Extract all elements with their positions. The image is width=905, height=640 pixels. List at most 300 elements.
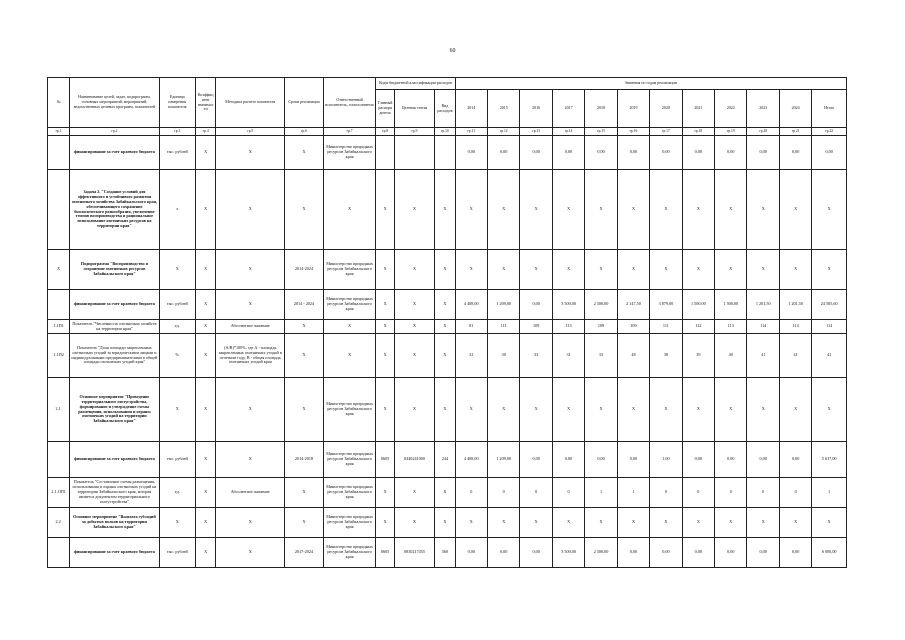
table-cell: 0,00 <box>747 136 779 170</box>
table-cell: 3 500,00 <box>552 290 584 320</box>
table-cell: Абсолютное значение <box>216 320 285 334</box>
header-year: 2014 <box>455 90 487 128</box>
column-number: гр.9 <box>394 128 435 136</box>
table-cell: Х <box>196 334 216 378</box>
table-cell: Х <box>394 508 435 538</box>
table-cell: 0,00 <box>520 136 552 170</box>
table-cell: Х <box>376 478 394 508</box>
table-cell: Х <box>394 290 435 320</box>
table-cell: тыс. рублей <box>159 442 196 478</box>
column-number: гр.17 <box>650 128 682 136</box>
table-cell <box>48 136 70 170</box>
column-number: гр.7 <box>323 128 376 136</box>
table-cell: 3 879,00 <box>650 290 682 320</box>
table-cell: тыс. рублей <box>159 290 196 320</box>
table-cell: 33 <box>585 334 617 378</box>
header-year: 2016 <box>520 90 552 128</box>
table-cell: Х <box>376 290 394 320</box>
table-cell: Х <box>285 136 324 170</box>
table-row <box>48 290 847 320</box>
header-coef: Коэффициент значимости <box>196 78 216 128</box>
table-cell: 0,00 <box>650 136 682 170</box>
table-cell: 3 500,00 <box>552 538 584 568</box>
row-name-cell: Задача 2. "Создание условий для эффективного и устойчивого развития охотничьего хозяйства Забайкальского края, обеспечивающего сохранение биологического разнообразия, увеличение темпов воспроизводства и рациональное использование охотничьих ресурсов на территории края" <box>70 170 159 250</box>
table-cell: Х <box>285 478 324 508</box>
table-cell: Х <box>216 250 285 290</box>
table-cell <box>394 136 435 170</box>
table-cell: Х <box>617 170 649 250</box>
table-cell: 2 147,50 <box>617 290 649 320</box>
table-cell: (А/В)*100%, где А - площадь закрепленных охотничьих угодий в отчетном году, В - общая площадь охотничьих угодий края <box>216 334 285 378</box>
table-cell: Х <box>812 508 847 538</box>
table-cell: Х <box>747 378 779 442</box>
column-number: гр.13 <box>520 128 552 136</box>
table-cell: Х <box>159 508 196 538</box>
page-number: 60 <box>449 48 456 54</box>
table-cell: Х <box>617 378 649 442</box>
table-cell: 0,00 <box>520 442 552 478</box>
row-name-cell: финансирование за счет краевого бюджета <box>70 136 159 170</box>
table-cell: 0,00 <box>617 538 649 568</box>
table-cell: Х <box>585 508 617 538</box>
table-cell: 0,00 <box>747 442 779 478</box>
table-row <box>48 378 847 442</box>
header-year: 2024 <box>779 90 811 128</box>
table-cell: 24 585,60 <box>812 290 847 320</box>
table-cell: Х <box>617 508 649 538</box>
table-cell: Х <box>394 478 435 508</box>
table-cell: Министерство природных ресурсов Забайкальского края <box>323 442 376 478</box>
table-cell: 0,00 <box>715 136 747 170</box>
header-year: Итого <box>812 90 847 128</box>
table-cell: 0,00 <box>682 136 714 170</box>
table-cell: Х <box>285 508 324 538</box>
table-cell: 1 500,00 <box>715 290 747 320</box>
table-cell <box>376 136 394 170</box>
table-row <box>48 334 847 378</box>
table-cell: Абсолютное значение <box>216 478 285 508</box>
table-cell: Х <box>682 378 714 442</box>
table-cell: Х <box>376 508 394 538</box>
table-cell: 1 <box>617 478 649 508</box>
header-unit: Единица измерения показателя <box>159 78 196 128</box>
table-cell: Х <box>196 508 216 538</box>
table-cell: 2.2. <box>48 508 70 538</box>
table-cell: 0,00 <box>715 442 747 478</box>
table-cell: 0,00 <box>455 136 487 170</box>
table-cell: 0,00 <box>779 136 811 170</box>
column-number: гр.12 <box>487 128 519 136</box>
table-cell: Х <box>376 170 394 250</box>
table-cell: Х <box>552 250 584 290</box>
table-cell: Х <box>552 378 584 442</box>
table-cell: Х <box>650 170 682 250</box>
table-cell: Х <box>812 170 847 250</box>
table-cell: 4 408,00 <box>455 442 487 478</box>
table-cell: 1 209,00 <box>487 442 519 478</box>
table-row <box>48 250 847 290</box>
table-cell: 1,00 <box>650 442 682 478</box>
table-cell: 0,00 <box>487 538 519 568</box>
table-cell: 0,00 <box>585 442 617 478</box>
header-year: 2018 <box>585 90 617 128</box>
table-cell: Х <box>455 170 487 250</box>
table-cell: Х <box>394 170 435 250</box>
table-cell: 112 <box>682 320 714 334</box>
table-cell: Х <box>435 170 455 250</box>
table-cell: Министерство природных ресурсов Забайкальского края <box>323 538 376 568</box>
table-cell: 0,00 <box>585 136 617 170</box>
header-method: Методика расчета показателя <box>216 78 285 128</box>
table-cell: Х <box>196 538 216 568</box>
table-row <box>48 320 847 334</box>
table-cell: 2017-2024 <box>285 538 324 568</box>
table-cell: 111 <box>650 320 682 334</box>
table-cell: Х <box>812 250 847 290</box>
table-cell: Х <box>650 508 682 538</box>
table-cell: 1 201,50 <box>779 290 811 320</box>
table-cell: 2014-2024 <box>285 250 324 290</box>
table-cell: Х <box>779 508 811 538</box>
header-main-manager: Главный распорядитель <box>376 90 394 128</box>
table-cell: 0,00 <box>682 442 714 478</box>
table-cell: Х <box>394 250 435 290</box>
header-values-by-year: Значения по годам реализации <box>455 78 846 90</box>
table-cell: Х <box>285 334 324 378</box>
table-cell: Министерство природных ресурсов Забайкальского края <box>323 478 376 508</box>
table-cell: 0,00 <box>812 136 847 170</box>
table-cell: Х <box>747 250 779 290</box>
table-cell: Министерство природных ресурсов Забайкальского края <box>323 136 376 170</box>
table-cell: х <box>159 170 196 250</box>
table-cell: 0605 <box>376 538 394 568</box>
table-cell: Х <box>323 334 376 378</box>
table-cell: Х <box>196 320 216 334</box>
table-cell: 41 <box>747 334 779 378</box>
table-cell: 1 500,00 <box>682 290 714 320</box>
table-cell: Х <box>435 508 455 538</box>
table-cell: Х <box>394 320 435 334</box>
header-target-article: Целевая статья <box>394 90 435 128</box>
row-name-cell: Подпрограмма "Воспроизводство и сохранение охотничьих ресурсов Забайкальского края" <box>70 250 159 290</box>
table-cell: 38 <box>650 334 682 378</box>
table-cell: 0 <box>552 478 584 508</box>
table-cell: 0,00 <box>455 538 487 568</box>
table-cell: Х <box>394 334 435 378</box>
table-cell: Х <box>520 170 552 250</box>
table-cell: 1 <box>812 478 847 508</box>
table-cell: 2.1.ОП1 <box>48 478 70 508</box>
table-cell: Х <box>682 508 714 538</box>
table-cell: Х <box>196 478 216 508</box>
table-cell: Х <box>216 170 285 250</box>
table-cell: 1 209,00 <box>487 290 519 320</box>
table-cell: Х <box>715 250 747 290</box>
row-name-cell: финансирование за счет краевого бюджета <box>70 442 159 478</box>
table-cell: 0,00 <box>779 538 811 568</box>
table-cell: 0,00 <box>520 290 552 320</box>
table-cell: 0 <box>650 478 682 508</box>
table-cell: Х <box>435 320 455 334</box>
table-cell: Х <box>376 378 394 442</box>
table-cell: Министерство природных ресурсов Забайкальского края <box>323 508 376 538</box>
table-cell: ед. <box>159 478 196 508</box>
table-cell: 0,00 <box>552 136 584 170</box>
header-no: № <box>48 78 70 128</box>
table-cell: 4 408,00 <box>455 290 487 320</box>
table-cell: Х <box>585 250 617 290</box>
table-cell: Х <box>455 378 487 442</box>
header-year: 2020 <box>650 90 682 128</box>
table-cell: 5 617,00 <box>812 442 847 478</box>
table-cell: Х <box>285 378 324 442</box>
row-name-cell: Показатель "Доля площади закрепленных охотничьих угодий за юридическими лицами и индивидуальными предпринимателями в общей площади охотничьих угодий края" <box>70 334 159 378</box>
table-cell: Х <box>520 250 552 290</box>
column-number: гр.16 <box>617 128 649 136</box>
table-cell: 2 500,00 <box>585 538 617 568</box>
table-cell: Х <box>779 250 811 290</box>
table-cell: 114 <box>747 320 779 334</box>
table-cell: Х <box>48 250 70 290</box>
table-cell: Х <box>715 508 747 538</box>
table-cell: Х <box>650 250 682 290</box>
table-row <box>48 170 847 250</box>
table-cell: 0,00 <box>747 538 779 568</box>
table-cell: Х <box>394 378 435 442</box>
table-cell: 244 <box>435 442 455 478</box>
table-cell: % <box>159 334 196 378</box>
table-cell: тыс. рублей <box>159 538 196 568</box>
table-cell: Х <box>455 250 487 290</box>
table-cell: Министерство природных ресурсов Забайкальского края <box>323 250 376 290</box>
table-row <box>48 478 847 508</box>
table-row <box>48 538 847 568</box>
table-cell: 109 <box>617 320 649 334</box>
table-cell: Х <box>682 250 714 290</box>
table-cell: 40 <box>715 334 747 378</box>
table-cell: Х <box>216 378 285 442</box>
table-cell: Х <box>435 250 455 290</box>
table-cell: 2.1. <box>48 378 70 442</box>
column-number: гр.18 <box>682 128 714 136</box>
row-name-cell: Показатель "Численность охотничьих хозяйств на территории края" <box>70 320 159 334</box>
table-cell: Х <box>216 290 285 320</box>
table-cell: 32 <box>455 334 487 378</box>
table-row <box>48 508 847 538</box>
header-year: 2022 <box>715 90 747 128</box>
column-number: гр.8 <box>376 128 394 136</box>
table-cell: Х <box>552 508 584 538</box>
column-number: гр.20 <box>747 128 779 136</box>
table-cell: Х <box>682 170 714 250</box>
header-budget-codes: Коды бюджетной классификации расходов <box>376 78 455 90</box>
column-number: гр.22 <box>812 128 847 136</box>
column-number: гр.5 <box>216 128 285 136</box>
header-year: 2021 <box>682 90 714 128</box>
table-cell: Х <box>779 170 811 250</box>
header-name: Наименование целей, задач, подпрограмм, основных мероприятий, мероприятий, ведомственных целевых программ, показателей <box>70 78 159 128</box>
table-cell: Х <box>812 378 847 442</box>
table-cell: Х <box>216 442 285 478</box>
table-cell: 0,00 <box>617 136 649 170</box>
table-cell: Х <box>216 508 285 538</box>
table-cell: 0,00 <box>682 538 714 568</box>
table-cell: Х <box>435 290 455 320</box>
table-cell: ед. <box>159 320 196 334</box>
row-name-cell: финансирование за счет краевого бюджета <box>70 538 159 568</box>
table-cell: 109 <box>585 320 617 334</box>
table-cell: Х <box>487 170 519 250</box>
table-cell <box>435 136 455 170</box>
table-cell: 0,00 <box>487 136 519 170</box>
table-cell: Х <box>376 250 394 290</box>
header-year: 2019 <box>617 90 649 128</box>
table-cell: Х <box>585 378 617 442</box>
table-cell: 0 <box>779 478 811 508</box>
table-cell: Х <box>196 378 216 442</box>
table-cell: Х <box>617 250 649 290</box>
table-cell <box>48 290 70 320</box>
table-cell: 41 <box>812 334 847 378</box>
table-cell: 33 <box>520 334 552 378</box>
header-year: 2023 <box>747 90 779 128</box>
table-cell: Х <box>216 538 285 568</box>
row-name-cell: Основное мероприятие "Выплата субсидий за добытых волков на территории Забайкальского края" <box>70 508 159 538</box>
table-cell: Х <box>159 250 196 290</box>
table-cell: 0,00 <box>650 538 682 568</box>
table-cell: 31 <box>552 334 584 378</box>
table-cell: 39 <box>682 334 714 378</box>
header-term: Сроки реализации <box>285 78 324 128</box>
table-cell: Х <box>196 250 216 290</box>
table-cell: Х <box>435 334 455 378</box>
table-cell: 2 500,00 <box>585 290 617 320</box>
table-cell: 6 000,00 <box>812 538 847 568</box>
table-cell: Х <box>196 170 216 250</box>
table-cell <box>48 442 70 478</box>
table-cell: 0 <box>715 478 747 508</box>
table-cell: Х <box>196 290 216 320</box>
header-year: 2015 <box>487 90 519 128</box>
table-cell: Х <box>487 250 519 290</box>
table-cell: Х <box>323 320 376 334</box>
table-cell <box>48 538 70 568</box>
header-responsible: Ответственный исполнитель, соисполнитель <box>323 78 376 128</box>
table-cell: 0 <box>747 478 779 508</box>
table-row <box>48 442 847 478</box>
table-cell: Министерство природных ресурсов Забайкальского края <box>323 290 376 320</box>
table-cell: 0 <box>455 478 487 508</box>
column-number: гр.11 <box>455 128 487 136</box>
table-cell: Х <box>376 320 394 334</box>
table-cell: Х <box>323 170 376 250</box>
table-cell: Х <box>196 442 216 478</box>
table-cell: 30 <box>487 334 519 378</box>
table-cell: 0 <box>487 478 519 508</box>
table-cell: Х <box>487 508 519 538</box>
column-number: гр.14 <box>552 128 584 136</box>
table-cell: Х <box>715 170 747 250</box>
column-number: гр.6 <box>285 128 324 136</box>
table-cell: 111 <box>487 320 519 334</box>
table-cell: 114 <box>779 320 811 334</box>
table-cell: Х <box>650 378 682 442</box>
table-cell: 360 <box>435 538 455 568</box>
table-cell: 0605 <box>376 442 394 478</box>
header-year: 2017 <box>552 90 584 128</box>
table-cell: 1 201,50 <box>747 290 779 320</box>
table-cell: Х <box>520 508 552 538</box>
table-cell: Х <box>435 478 455 508</box>
column-number: гр.1 <box>48 128 70 136</box>
table-cell: 113 <box>552 320 584 334</box>
table-row <box>48 136 847 170</box>
table-cell: 81 <box>455 320 487 334</box>
column-number: гр.21 <box>779 128 811 136</box>
table-cell: 2014 - 2024 <box>285 290 324 320</box>
table-cell: 41 <box>779 334 811 378</box>
table-cell: Министерство природных ресурсов Забайкальского края <box>323 378 376 442</box>
table-cell: тыс. рублей <box>159 136 196 170</box>
table-cell: Х <box>196 136 216 170</box>
table-cell: Х <box>747 170 779 250</box>
column-number: гр.10 <box>435 128 455 136</box>
table-cell: 0 <box>682 478 714 508</box>
table-cell: Х <box>376 334 394 378</box>
row-name-cell: финансирование за счет краевого бюджета <box>70 290 159 320</box>
indicators-table <box>47 77 847 568</box>
header-expense-type: Вид расходов <box>435 90 455 128</box>
table-cell: 0830217455 <box>394 538 435 568</box>
table-cell: 109 <box>520 320 552 334</box>
table-cell: Х <box>216 136 285 170</box>
column-number: гр.2 <box>70 128 159 136</box>
table-cell: Х <box>435 378 455 442</box>
table-cell: 113 <box>715 320 747 334</box>
table-cell: 0440241000 <box>394 442 435 478</box>
table-cell: 0 <box>520 478 552 508</box>
table-cell: 0,00 <box>552 442 584 478</box>
table-cell: 2014-2018 <box>285 442 324 478</box>
table-cell <box>48 170 70 250</box>
table-cell: 0,00 <box>520 538 552 568</box>
table-cell: 1.1П1 <box>48 320 70 334</box>
table-cell: Х <box>715 378 747 442</box>
table-cell: Х <box>455 508 487 538</box>
column-number: гр.19 <box>715 128 747 136</box>
table-cell: Х <box>159 378 196 442</box>
table-cell: 0,00 <box>715 538 747 568</box>
table-cell: Х <box>520 378 552 442</box>
table-cell: 0,00 <box>617 442 649 478</box>
row-name-cell: Показатель "Составление схемы размещения, использования и охраны охотничьих угодий на территории Забайкальского края, которая является документом территориального охотустройства" <box>70 478 159 508</box>
table-cell: Х <box>552 170 584 250</box>
table-cell: Х <box>285 320 324 334</box>
table-cell: Х <box>585 170 617 250</box>
table-cell: 48 <box>617 334 649 378</box>
table-cell: 0,00 <box>779 442 811 478</box>
row-name-cell: Основное мероприятие "Проведение территориального охотустройства, формирование и утверждение схемы размещения, использования и охраны охотничьих угодий на территории Забайкальского края" <box>70 378 159 442</box>
table-cell: Х <box>487 378 519 442</box>
table-cell: 1.1П2 <box>48 334 70 378</box>
column-number: гр.15 <box>585 128 617 136</box>
table-cell: 114 <box>812 320 847 334</box>
table-cell: Х <box>285 170 324 250</box>
column-number: гр.3 <box>159 128 196 136</box>
table-cell: Х <box>747 508 779 538</box>
table-cell: 1 <box>585 478 617 508</box>
column-number: гр.4 <box>196 128 216 136</box>
